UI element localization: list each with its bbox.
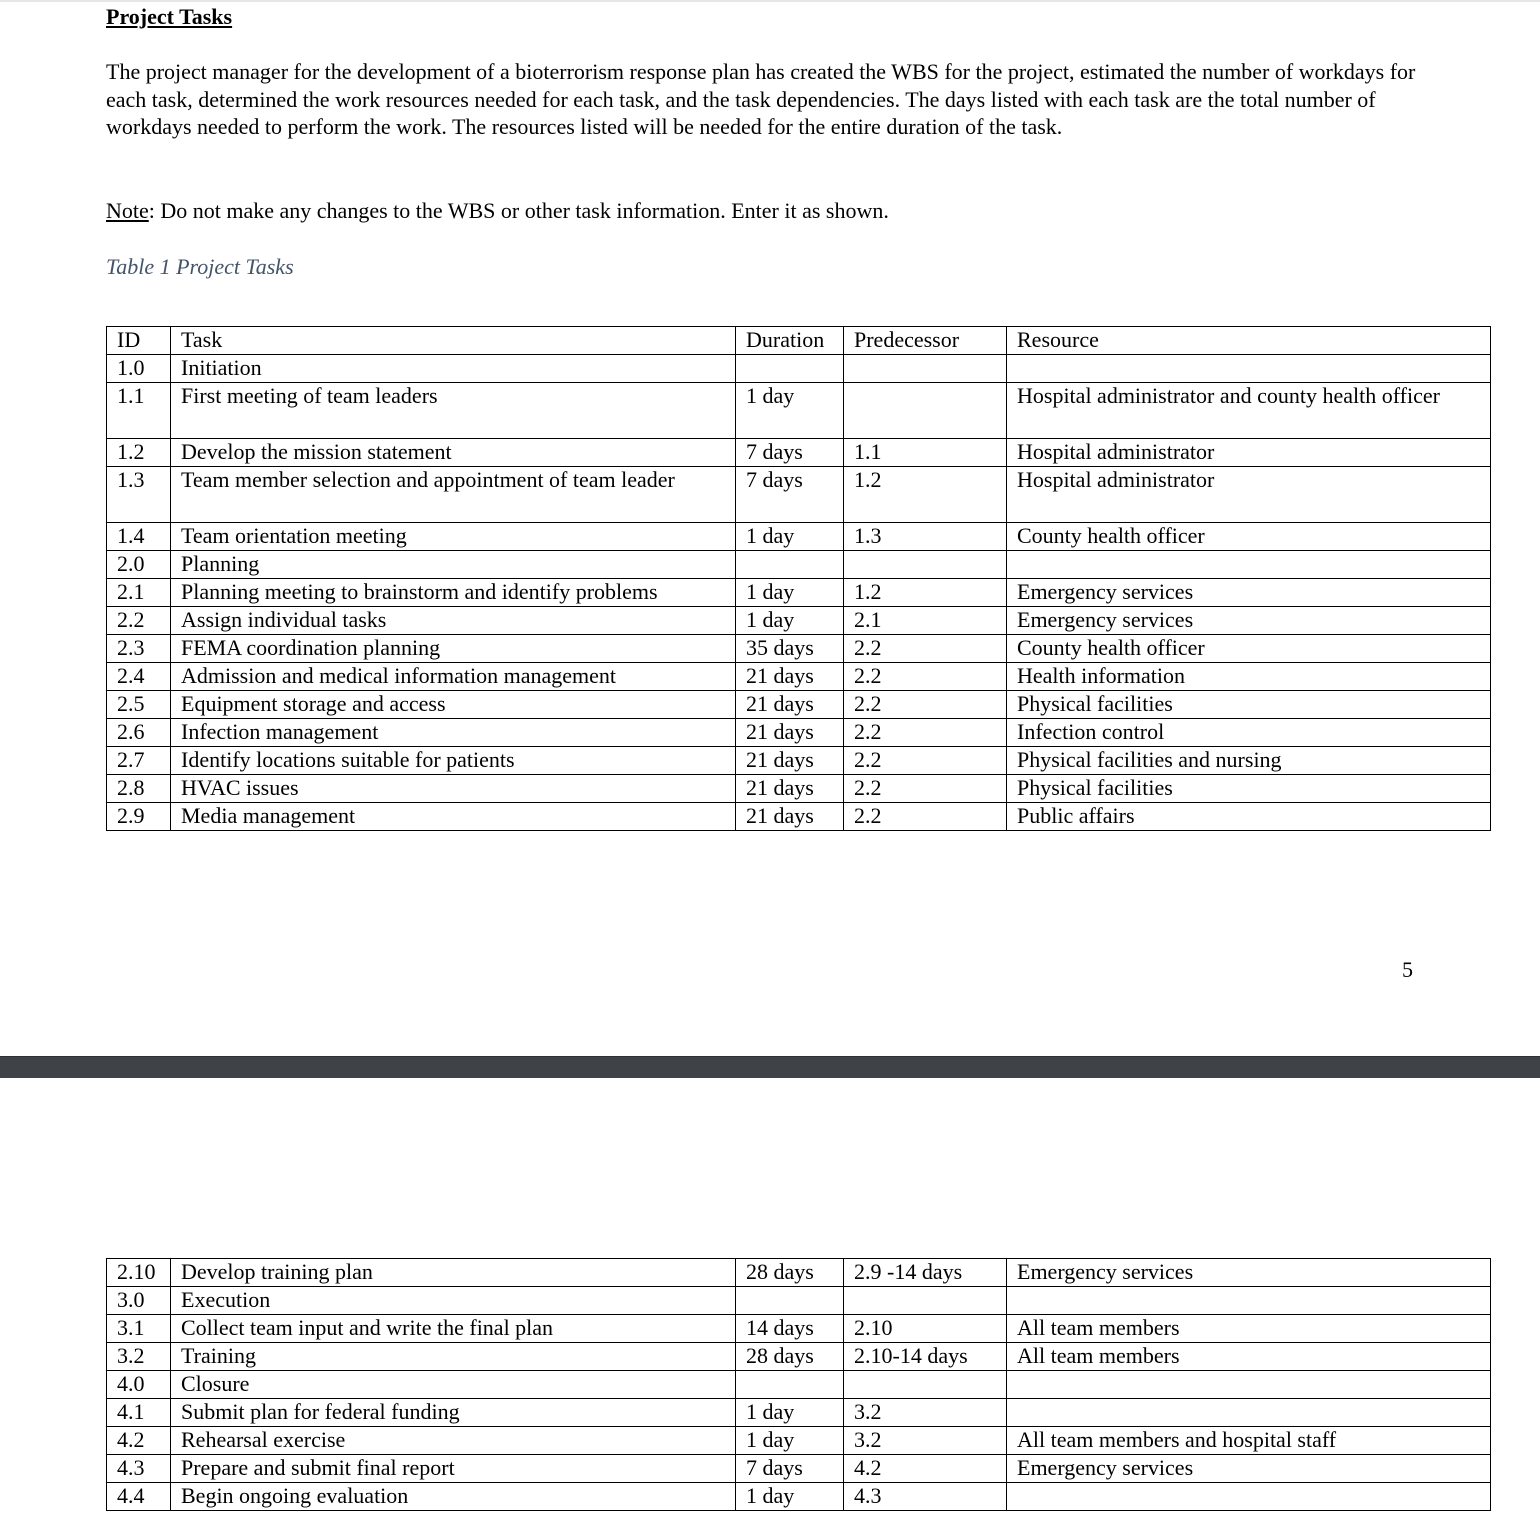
cell-predecessor: 1.1 — [844, 439, 1007, 467]
cell-duration: 21 days — [736, 775, 844, 803]
header-cell: ID — [107, 327, 171, 355]
cell-id: 2.5 — [107, 691, 171, 719]
cell-id: 1.0 — [107, 355, 171, 383]
project-tasks-table — [106, 326, 1491, 831]
cell-duration: 7 days — [736, 1455, 844, 1483]
cell-id: 2.8 — [107, 775, 171, 803]
cell-resource: Hospital administrator — [1007, 439, 1491, 467]
cell-predecessor: 1.2 — [844, 467, 1007, 523]
table-row — [107, 1259, 1491, 1287]
cell-predecessor: 2.2 — [844, 803, 1007, 831]
cell-duration: 21 days — [736, 747, 844, 775]
cell-task: Training — [171, 1343, 736, 1371]
cell-resource — [1007, 355, 1491, 383]
header-cell: Resource — [1007, 327, 1491, 355]
cell-task: Media management — [171, 803, 736, 831]
table-row — [107, 719, 1491, 747]
cell-duration: 14 days — [736, 1315, 844, 1343]
cell-resource: Physical facilities — [1007, 691, 1491, 719]
cell-resource: All team members and hospital staff — [1007, 1427, 1491, 1455]
cell-task: Prepare and submit final report — [171, 1455, 736, 1483]
cell-resource: Infection control — [1007, 719, 1491, 747]
cell-predecessor: 2.2 — [844, 663, 1007, 691]
cell-id: 4.3 — [107, 1455, 171, 1483]
cell-id: 1.3 — [107, 467, 171, 523]
cell-predecessor: 2.10-14 days — [844, 1343, 1007, 1371]
table-row — [107, 775, 1491, 803]
cell-task: Initiation — [171, 355, 736, 383]
cell-resource: All team members — [1007, 1315, 1491, 1343]
cell-resource — [1007, 551, 1491, 579]
cell-predecessor: 2.9 -14 days — [844, 1259, 1007, 1287]
cell-duration: 1 day — [736, 1427, 844, 1455]
table-row — [107, 355, 1491, 383]
cell-resource: County health officer — [1007, 635, 1491, 663]
cell-predecessor: 3.2 — [844, 1399, 1007, 1427]
table-row — [107, 803, 1491, 831]
cell-resource: Hospital administrator and county health officer — [1007, 383, 1491, 439]
cell-duration: 7 days — [736, 439, 844, 467]
cell-id: 2.0 — [107, 551, 171, 579]
cell-id: 1.2 — [107, 439, 171, 467]
cell-task: Admission and medical information management — [171, 663, 736, 691]
cell-task: Team member selection and appointment of team leader — [171, 467, 736, 523]
cell-duration: 21 days — [736, 803, 844, 831]
page-break-divider — [0, 1056, 1540, 1078]
cell-predecessor: 2.2 — [844, 775, 1007, 803]
cell-task: Closure — [171, 1371, 736, 1399]
cell-task: Submit plan for federal funding — [171, 1399, 736, 1427]
header-cell: Duration — [736, 327, 844, 355]
cell-task: FEMA coordination planning — [171, 635, 736, 663]
note-paragraph — [106, 198, 889, 224]
table-row — [107, 1287, 1491, 1315]
cell-duration — [736, 551, 844, 579]
cell-id: 1.4 — [107, 523, 171, 551]
cell-duration: 28 days — [736, 1343, 844, 1371]
cell-id: 4.2 — [107, 1427, 171, 1455]
cell-predecessor: 2.2 — [844, 719, 1007, 747]
cell-duration: 1 day — [736, 1483, 844, 1511]
cell-predecessor — [844, 355, 1007, 383]
cell-resource: All team members — [1007, 1343, 1491, 1371]
cell-predecessor: 1.3 — [844, 523, 1007, 551]
cell-duration: 7 days — [736, 467, 844, 523]
table-row — [107, 523, 1491, 551]
cell-task: Rehearsal exercise — [171, 1427, 736, 1455]
table-row — [107, 439, 1491, 467]
cell-id: 2.3 — [107, 635, 171, 663]
page-number: 5 — [1402, 957, 1413, 982]
cell-id: 3.2 — [107, 1343, 171, 1371]
cell-id: 3.1 — [107, 1315, 171, 1343]
table-row — [107, 635, 1491, 663]
cell-predecessor: 2.10 — [844, 1315, 1007, 1343]
cell-id: 4.0 — [107, 1371, 171, 1399]
table-row — [107, 1427, 1491, 1455]
cell-predecessor — [844, 1371, 1007, 1399]
cell-resource: Emergency services — [1007, 607, 1491, 635]
cell-predecessor: 2.2 — [844, 691, 1007, 719]
cell-duration — [736, 1287, 844, 1315]
cell-resource — [1007, 1399, 1491, 1427]
cell-predecessor: 2.2 — [844, 747, 1007, 775]
header-cell: Predecessor — [844, 327, 1007, 355]
cell-id: 2.7 — [107, 747, 171, 775]
cell-task: Identify locations suitable for patients — [171, 747, 736, 775]
cell-id: 3.0 — [107, 1287, 171, 1315]
table-row — [107, 551, 1491, 579]
cell-duration: 21 days — [736, 719, 844, 747]
cell-resource: Physical facilities and nursing — [1007, 747, 1491, 775]
cell-duration: 1 day — [736, 579, 844, 607]
table-row — [107, 747, 1491, 775]
project-tasks-table-continued — [106, 1258, 1491, 1511]
cell-duration: 1 day — [736, 607, 844, 635]
table-row — [107, 1315, 1491, 1343]
cell-predecessor: 4.2 — [844, 1455, 1007, 1483]
note-label: Note — [106, 198, 149, 223]
table-header-row — [107, 327, 1491, 355]
cell-id: 2.9 — [107, 803, 171, 831]
table-row — [107, 1343, 1491, 1371]
cell-resource: Physical facilities — [1007, 775, 1491, 803]
intro-paragraph: The project manager for the development of a bioterrorism response plan has created the WBS for the project, estimated the number of workdays for each task, determined the work resources needed for each task, and the task dependencies. The days listed with each task are the total number of workdays needed to perform the work. The resources listed will be needed for the entire duration of the task. — [106, 59, 1416, 140]
cell-predecessor: 3.2 — [844, 1427, 1007, 1455]
table-row — [107, 1455, 1491, 1483]
note-text: : Do not make any changes to the WBS or other task information. Enter it as shown. — [148, 198, 889, 223]
cell-task: Infection management — [171, 719, 736, 747]
table-row — [107, 467, 1491, 523]
table-row — [107, 579, 1491, 607]
cell-resource: Emergency services — [1007, 579, 1491, 607]
cell-duration: 35 days — [736, 635, 844, 663]
cell-resource: Health information — [1007, 663, 1491, 691]
cell-id: 4.1 — [107, 1399, 171, 1427]
cell-task: Execution — [171, 1287, 736, 1315]
cell-task: Develop the mission statement — [171, 439, 736, 467]
cell-predecessor — [844, 383, 1007, 439]
cell-id: 2.1 — [107, 579, 171, 607]
cell-duration: 21 days — [736, 663, 844, 691]
table-row — [107, 1399, 1491, 1427]
cell-resource: Public affairs — [1007, 803, 1491, 831]
cell-resource — [1007, 1287, 1491, 1315]
cell-duration: 21 days — [736, 691, 844, 719]
header-cell: Task — [171, 327, 736, 355]
cell-predecessor: 2.2 — [844, 635, 1007, 663]
table-row — [107, 691, 1491, 719]
cell-duration — [736, 355, 844, 383]
cell-resource: Emergency services — [1007, 1455, 1491, 1483]
table-row — [107, 383, 1491, 439]
cell-resource: Emergency services — [1007, 1259, 1491, 1287]
cell-id: 2.10 — [107, 1259, 171, 1287]
cell-resource — [1007, 1483, 1491, 1511]
cell-task: HVAC issues — [171, 775, 736, 803]
cell-task: Collect team input and write the final plan — [171, 1315, 736, 1343]
cell-task: Planning meeting to brainstorm and identify problems — [171, 579, 736, 607]
table-row — [107, 663, 1491, 691]
top-edge-line — [0, 0, 1540, 2]
cell-task: Equipment storage and access — [171, 691, 736, 719]
table-caption: Table 1 Project Tasks — [106, 254, 294, 279]
cell-task: Assign individual tasks — [171, 607, 736, 635]
cell-predecessor: 1.2 — [844, 579, 1007, 607]
cell-task: Develop training plan — [171, 1259, 736, 1287]
cell-id: 2.2 — [107, 607, 171, 635]
cell-task: First meeting of team leaders — [171, 383, 736, 439]
table-row — [107, 1371, 1491, 1399]
page-heading: Project Tasks — [106, 4, 233, 29]
cell-resource: County health officer — [1007, 523, 1491, 551]
cell-id: 4.4 — [107, 1483, 171, 1511]
cell-duration: 1 day — [736, 383, 844, 439]
cell-predecessor: 4.3 — [844, 1483, 1007, 1511]
cell-duration: 1 day — [736, 1399, 844, 1427]
cell-task: Planning — [171, 551, 736, 579]
cell-duration: 1 day — [736, 523, 844, 551]
cell-duration — [736, 1371, 844, 1399]
cell-resource — [1007, 1371, 1491, 1399]
cell-predecessor — [844, 1287, 1007, 1315]
cell-predecessor — [844, 551, 1007, 579]
cell-duration: 28 days — [736, 1259, 844, 1287]
cell-id: 2.6 — [107, 719, 171, 747]
table-row — [107, 1483, 1491, 1511]
cell-id: 2.4 — [107, 663, 171, 691]
cell-task: Team orientation meeting — [171, 523, 736, 551]
table-row — [107, 607, 1491, 635]
cell-task: Begin ongoing evaluation — [171, 1483, 736, 1511]
cell-resource: Hospital administrator — [1007, 467, 1491, 523]
cell-id: 1.1 — [107, 383, 171, 439]
cell-predecessor: 2.1 — [844, 607, 1007, 635]
